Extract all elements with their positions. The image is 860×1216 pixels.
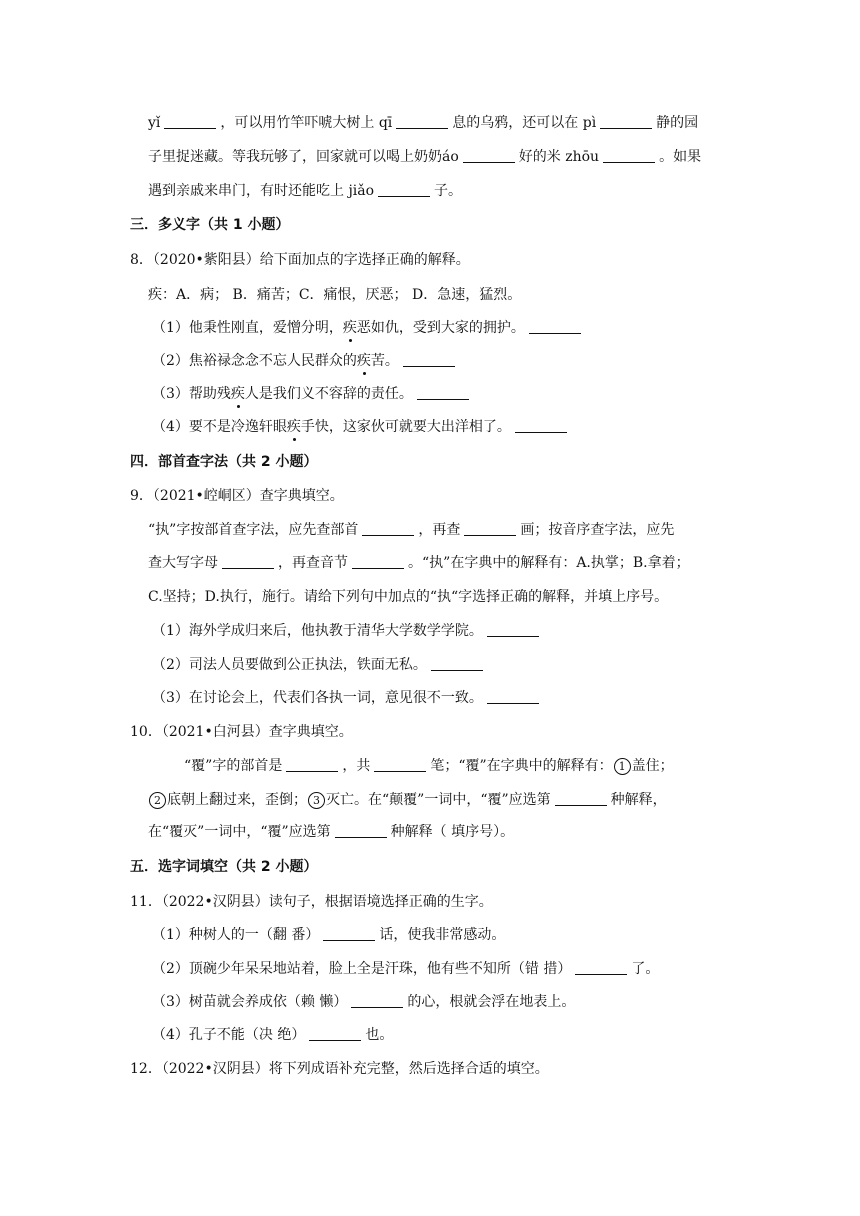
answer-blank[interactable] bbox=[555, 791, 607, 806]
answer-blank[interactable] bbox=[575, 960, 627, 975]
answer-blank[interactable] bbox=[396, 114, 448, 129]
answer-blank[interactable] bbox=[417, 385, 469, 400]
question-item: （1）海外学成归来后，他执教于清华大学数学学院。 bbox=[152, 622, 543, 640]
answer-blank[interactable] bbox=[309, 1026, 361, 1041]
q9-line-3: C.坚持；D.执行，施行。请给下列句中加点的“执“字选择正确的解释，并填上序号。 bbox=[148, 589, 669, 605]
dotted-char: 疾 bbox=[356, 353, 371, 369]
answer-blank[interactable] bbox=[529, 319, 581, 334]
answer-blank[interactable] bbox=[351, 993, 403, 1008]
question-item: （1）种树人的一（翻 番） 话，使我非常感动。 bbox=[152, 927, 506, 943]
question-stem: 10．（2021•白河县）查字典填空。 bbox=[130, 724, 353, 740]
q7-line-2: 子里捉迷藏。等我玩够了，回家就可以喝上奶奶áo 好的米 zhōu 。如果 bbox=[148, 149, 702, 165]
answer-blank[interactable] bbox=[603, 148, 655, 163]
question-item: （3）树苗就会养成依（赖 懒） 的心，根就会浮在地表上。 bbox=[152, 994, 576, 1010]
answer-blank[interactable] bbox=[463, 148, 515, 163]
q7-line-1: yǐ ，可以用竹竿吓唬大树上 qī 息的乌鸦，还可以在 pì 静的园 bbox=[148, 115, 699, 131]
question-stem: 12．（2022•汉阴县）将下列成语补充完整，然后选择合适的填空。 bbox=[130, 1061, 549, 1077]
answer-blank[interactable] bbox=[352, 554, 404, 569]
question-item: （2）顶碗少年呆呆地站着，脸上全是汗珠，他有些不知所（错 措） 了。 bbox=[152, 961, 660, 977]
q9-line-2: 查大写字母 ，再查音节 。“执”在字典中的解释有：A.执掌；B.拿着； bbox=[148, 555, 690, 571]
answer-blank[interactable] bbox=[164, 114, 216, 129]
answer-blank[interactable] bbox=[286, 757, 338, 772]
q9-line-1: “执”字按部首查字法，应先查部首 ，再查 画；按音序查字法，应先 bbox=[148, 522, 675, 538]
circled-number: 2 bbox=[149, 792, 166, 809]
question-stem: 11．（2022•汉阴县）读句子，根据语境选择正确的生字。 bbox=[130, 894, 493, 910]
q10-line-2: 2 底朝上翻过来，歪倒； 3 灭亡。在“颠覆”一词中，“覆”应选第 种解释， bbox=[148, 791, 667, 809]
definition-options: 疾：A．病； B．痛苦；C．痛恨，厌恶； D．急速，猛烈。 bbox=[148, 287, 522, 303]
dotted-char: 疾 bbox=[342, 320, 357, 336]
question-item: （2）焦裕禄念念不忘人民群众的疾苦。 bbox=[152, 352, 459, 370]
question-item: （3）帮助残疾人是我们义不容辞的责任。 bbox=[152, 385, 473, 403]
question-stem: 9．（2021•崆峒区）查字典填空。 bbox=[130, 488, 344, 504]
q10-line-3: 在“覆灭”一词中，“覆”应选第 种解释（ 填序号）。 bbox=[148, 824, 515, 840]
answer-blank[interactable] bbox=[464, 521, 516, 536]
answer-blank[interactable] bbox=[600, 114, 652, 129]
section-title: 五．选字词填空（共 2 小题） bbox=[130, 859, 318, 875]
question-item: （3）在讨论会上，代表们各执一词，意见很不一致。 bbox=[152, 689, 543, 707]
section-title: 三．多义字（共 1 小题） bbox=[130, 217, 290, 233]
question-stem: 8．（2020•紫阳县）给下面加点的字选择正确的解释。 bbox=[130, 252, 470, 268]
answer-blank[interactable] bbox=[403, 352, 455, 367]
dotted-char: 疾 bbox=[286, 419, 301, 435]
answer-blank[interactable] bbox=[362, 521, 414, 536]
answer-blank[interactable] bbox=[222, 554, 274, 569]
question-item: （2）司法人员要做到公正执法，铁面无私。 bbox=[152, 656, 487, 674]
dotted-char: 疾 bbox=[230, 386, 245, 402]
question-item: （1）他秉性刚直，爱憎分明，疾恶如仇，受到大家的拥护。 bbox=[152, 319, 585, 337]
answer-blank[interactable] bbox=[378, 182, 430, 197]
question-item: （4）孔子不能（决 绝） 也。 bbox=[152, 1027, 394, 1043]
section-title: 四．部首查字法（共 2 小题） bbox=[130, 454, 318, 470]
answer-blank[interactable] bbox=[487, 622, 539, 637]
q7-line-3: 遇到亲戚来串门，有时还能吃上 jiǎo 子。 bbox=[148, 183, 463, 199]
answer-blank[interactable] bbox=[487, 689, 539, 704]
circled-number: 3 bbox=[308, 792, 325, 809]
answer-blank[interactable] bbox=[515, 418, 567, 433]
circled-number: 1 bbox=[614, 758, 631, 775]
answer-blank[interactable] bbox=[374, 757, 426, 772]
q10-line-1: “覆”字的部首是 ，共 笔；“覆”在字典中的解释有： 1 盖住； bbox=[184, 758, 674, 774]
question-item: （4）要不是冷逸轩眼疾手快，这家伙可就要大出洋相了。 bbox=[152, 418, 571, 436]
answer-blank[interactable] bbox=[323, 926, 375, 941]
answer-blank[interactable] bbox=[431, 656, 483, 671]
answer-blank[interactable] bbox=[335, 823, 387, 838]
